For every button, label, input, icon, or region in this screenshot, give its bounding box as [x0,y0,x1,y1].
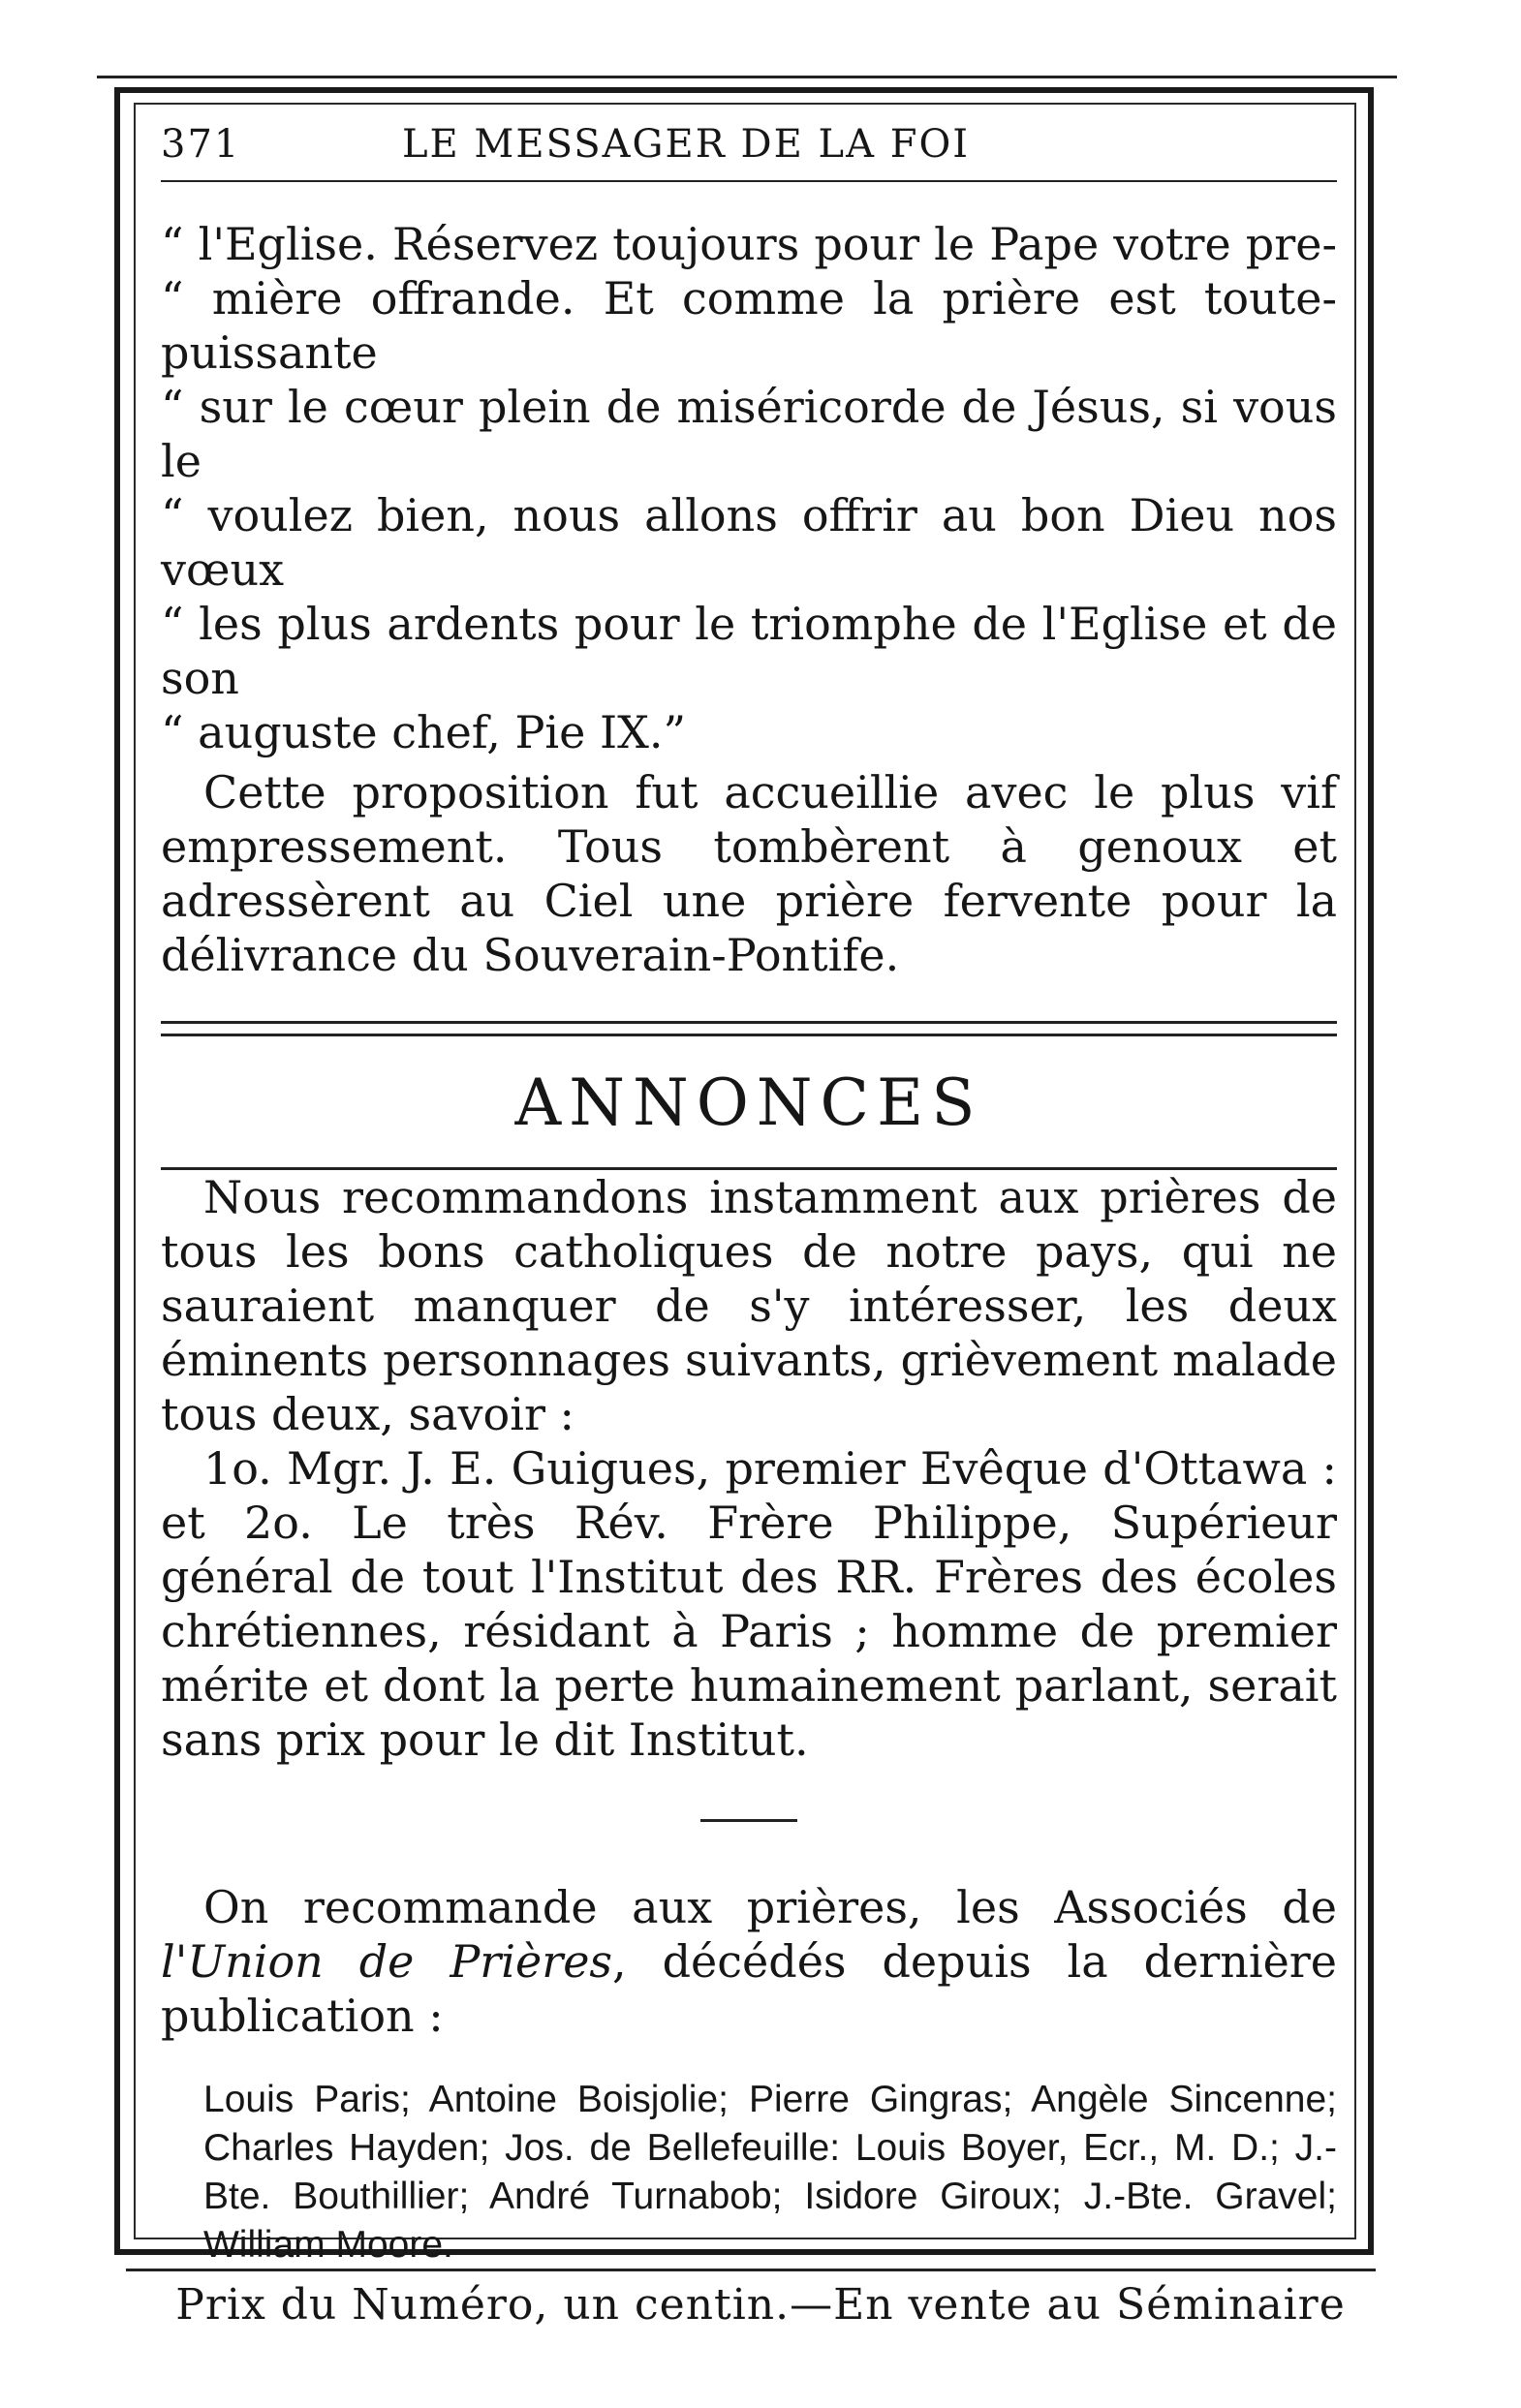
section-title-annonces: ANNONCES [514,1065,983,1140]
page-number: 371 [161,122,241,167]
page-content [161,122,1337,2307]
prayer-intro-end: , décédés depuis la dernière publication : [161,1935,1338,2042]
quote-line: “ sur le cœur plein de miséricorde de Jésus, si vous le [161,381,1337,487]
footer-price-line: Prix du Numéro, un centin.—En vente au Séminaire [175,2280,1346,2330]
section-divider-top [161,1021,1337,1036]
quote-line: “ l'Eglise. Réservez toujours pour le Pape votre pre- [161,218,1337,270]
prayer-intro-start: On recommande aux prières, les Associés de [203,1881,1337,1933]
header-rule [161,180,1337,182]
quote-line: “ mière offrande. Et comme la prière est toute-puissante [161,272,1337,379]
announcement-recommendation: Nous recommandons instamment aux prières de tous les bons catholiques de notre pays, qui ne sauraient manquer de s'y intéresser, les deux éminents personnages suivants, grièvement malade tous deux, savoir : [161,1171,1337,1440]
quote-line: “ voulez bien, nous allons offrir au bon Dieu nos vœux [161,489,1337,596]
short-separator [700,1819,797,1822]
quote-block [161,217,1337,759]
bottom-border-rule [126,2269,1376,2271]
announcement-persons: 1o. Mgr. J. E. Guigues, premier Evêque d'Ottawa : et 2o. Le très Rév. Frère Philippe, Supérieur général de tout l'Institut des RR. Frères des écoles chrétiennes, résidant à Paris ; homme de premier mérite et dont la perte humainement parlant, serait sans prix pour le dit Institut. [161,1442,1337,1766]
deceased-names-list: Louis Paris; Antoine Boisjolie; Pierre Gingras; Angèle Sincenne; Charles Hayden; Jos. de Bellefeuille: Louis Boyer, Ecr., M. D.; J.-Bte. Bouthillier; André Turnabob; Isidore Giroux; J.-Bte. Gravel; William Moore. [203,2079,1337,2266]
page-header [161,122,1337,180]
union-de-prieres: l'Union de Prières [161,1935,613,1988]
running-title: LE MESSAGER DE LA FOI [401,122,971,167]
paragraph-proposition: Cette proposition fut accueillie avec le plus vif empressement. Tous tombèrent à genoux et adressèrent au Ciel une prière fervente pour la délivrance du Souverain-Pontife. [161,766,1337,981]
top-border-rule [97,76,1397,78]
prayer-intro [161,1880,1337,2043]
quote-line: “ auguste chef, Pie IX.” [161,706,687,758]
quote-line: “ les plus ardents pour le triomphe de l'Eglise et de son [161,598,1337,704]
